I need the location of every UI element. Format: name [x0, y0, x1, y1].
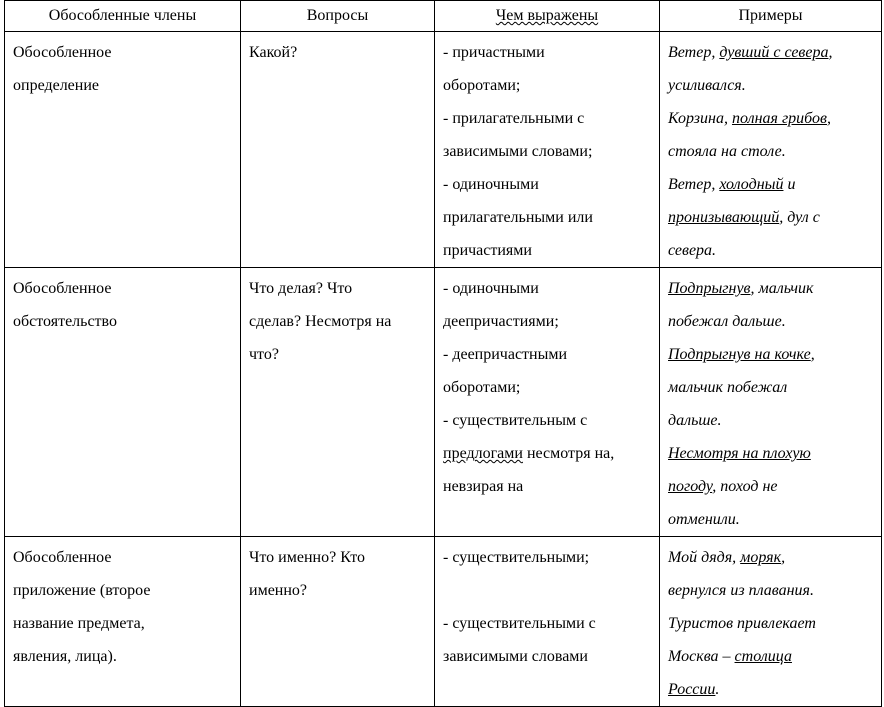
member-cell: Обособленное приложение (второе название предмета, явления, лица).	[5, 537, 241, 707]
members-table	[4, 0, 882, 707]
header-examples: Примеры	[660, 1, 882, 32]
expressed-cell: - причастными оборотами; - прилагательными с зависимыми словами; - одиночными прилагательными или причастиями	[435, 32, 660, 268]
questions-cell: Что именно? Кто именно?	[241, 537, 435, 707]
member-cell: Обособленное определение	[5, 32, 241, 268]
questions-cell: Что делая? Что сделав? Несмотря на что?	[241, 268, 435, 537]
examples-cell: Мой дядя, моряк, вернулся из плавания. Туристов привлекает Москва – столица России.	[660, 537, 882, 707]
table-row	[5, 537, 882, 707]
header-members: Обособленные члены	[5, 1, 241, 32]
table-row	[5, 268, 882, 537]
questions-cell: Какой?	[241, 32, 435, 268]
header-row	[5, 1, 882, 32]
member-cell: Обособленное обстоятельство	[5, 268, 241, 537]
expressed-cell: - одиночными деепричастиями; - деепричастными оборотами; - существительным с предлогами несмотря на, невзирая на	[435, 268, 660, 537]
examples-cell: Ветер, дувший с севера, усиливался. Корзина, полная грибов, стояла на столе. Ветер, холодный и пронизывающий, дул с севера.	[660, 32, 882, 268]
header-expressed: Чем выражены	[435, 1, 660, 32]
expressed-cell: - существительными; - существительными с зависимыми словами	[435, 537, 660, 707]
examples-cell: Подпрыгнув, мальчик побежал дальше. Подпрыгнув на кочке, мальчик побежал дальше. Несмотря на плохую погоду, поход не отменили.	[660, 268, 882, 537]
header-questions: Вопросы	[241, 1, 435, 32]
table-row	[5, 32, 882, 268]
blank-line	[443, 574, 651, 607]
